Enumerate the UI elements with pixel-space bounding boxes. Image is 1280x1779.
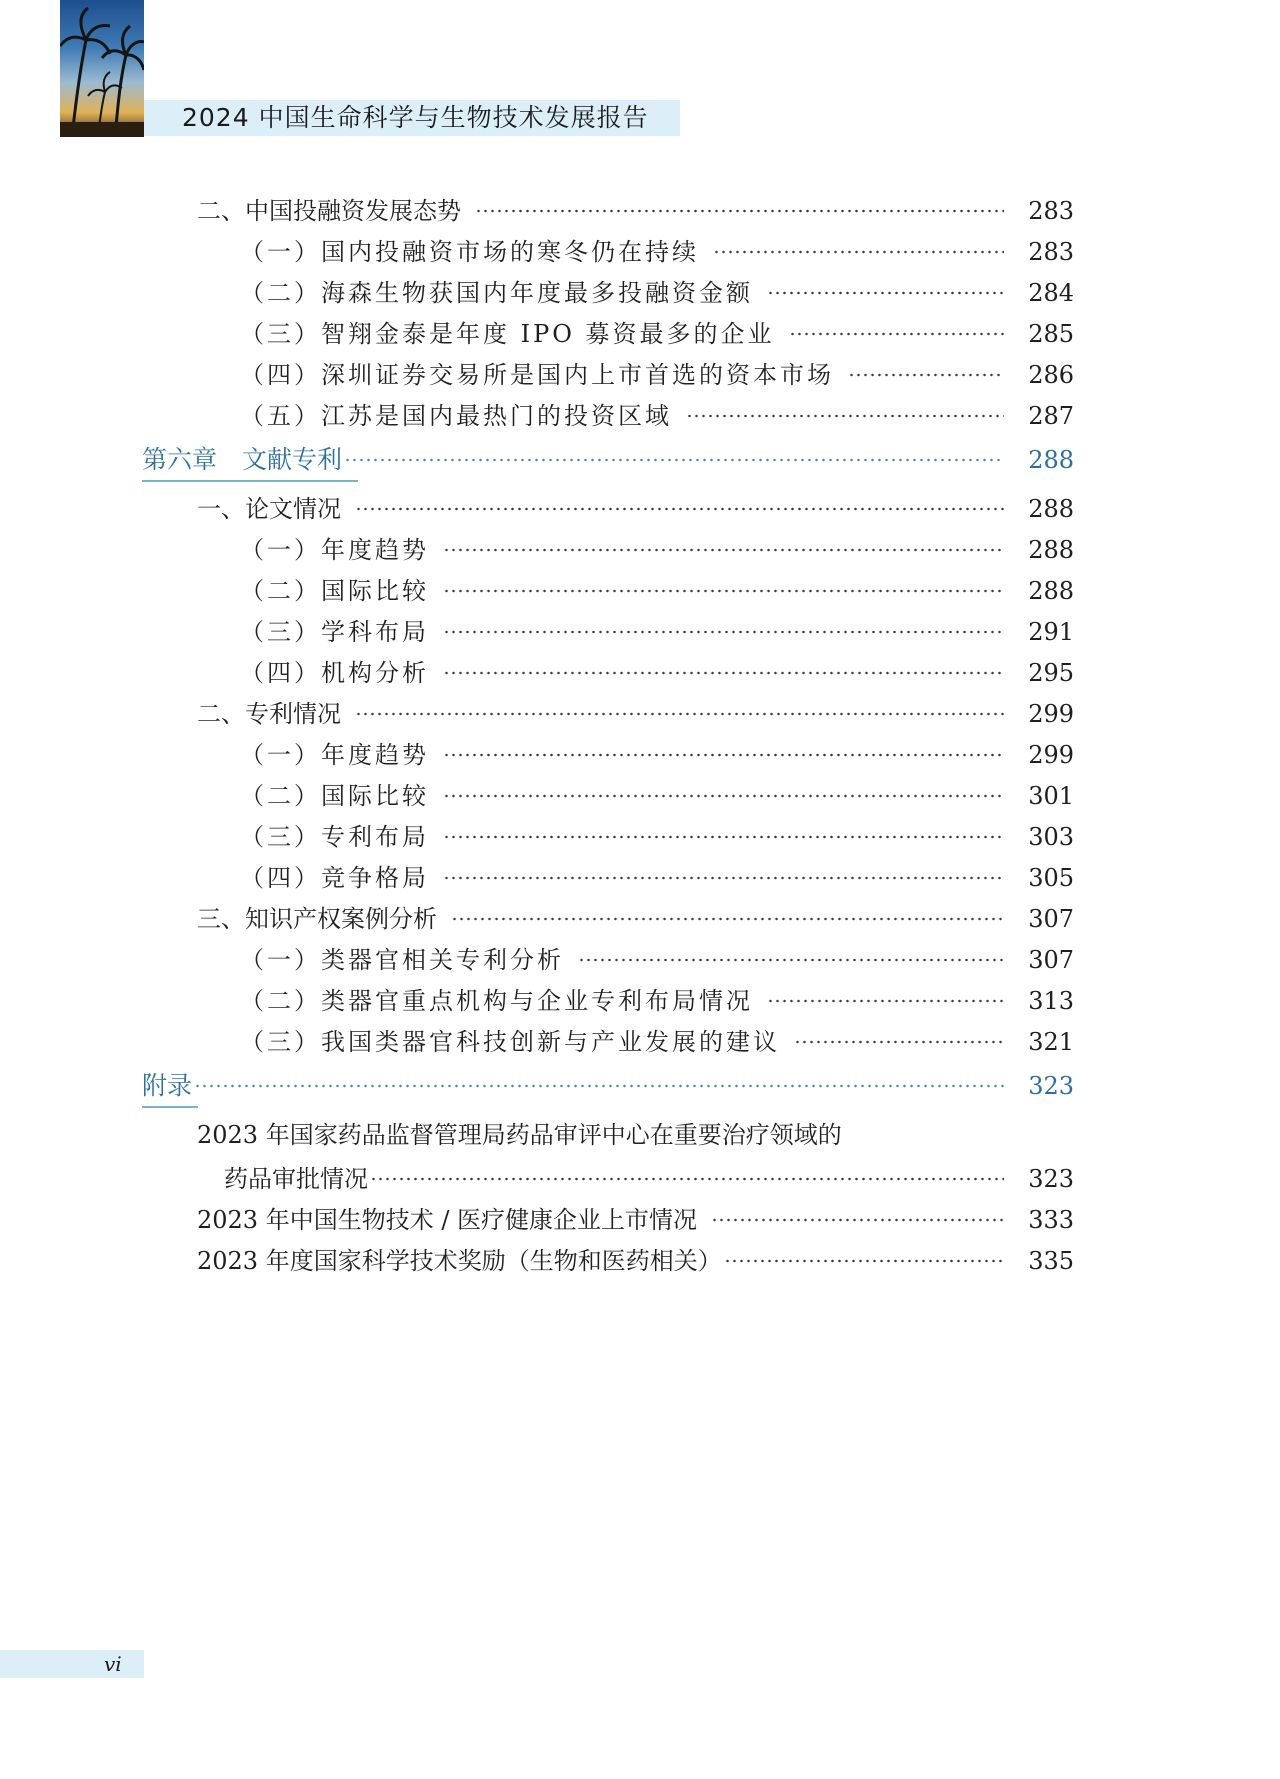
toc-subentry-page: 321 xyxy=(1028,1028,1074,1056)
appendix-item[interactable] xyxy=(197,1243,1074,1279)
toc-appendix[interactable] xyxy=(142,1068,1074,1104)
appendix-item-page: 323 xyxy=(1028,1165,1074,1193)
toc-subentry-page: 305 xyxy=(1028,864,1074,892)
toc-subentry-title: （四）竞争格局 xyxy=(240,864,429,892)
toc-entry-title: 三、知识产权案例分析 xyxy=(197,905,437,933)
toc-subentry[interactable] xyxy=(240,819,1074,855)
toc-subentry[interactable] xyxy=(240,573,1074,609)
toc-subentry[interactable] xyxy=(240,655,1074,691)
chapter-title: 第六章 文献专利 xyxy=(142,445,343,474)
appendix-item-title: 药品审批情况 xyxy=(224,1165,368,1193)
toc-subentry-page: 288 xyxy=(1028,536,1074,564)
toc-subentry-title: （四）机构分析 xyxy=(240,659,429,687)
toc-subentry[interactable] xyxy=(240,316,1074,352)
appendix-item-title: 2023 年度国家科学技术奖励（生物和医药相关） xyxy=(197,1247,722,1275)
leader-dots xyxy=(344,457,1004,463)
toc-entry[interactable] xyxy=(197,901,1074,937)
appendix-item[interactable] xyxy=(224,1161,1074,1197)
leader-dots xyxy=(767,290,1004,296)
toc-entry[interactable] xyxy=(197,696,1074,732)
footer-band xyxy=(0,1650,144,1678)
chapter-underline xyxy=(142,480,358,482)
appendix-item[interactable] xyxy=(197,1202,1074,1238)
leader-dots xyxy=(355,711,1004,717)
leader-dots xyxy=(443,793,1004,799)
toc-subentry[interactable] xyxy=(240,234,1074,270)
toc-subentry-title: （一）国内投融资市场的寒冬仍在持续 xyxy=(240,238,699,266)
leader-dots xyxy=(794,1039,1004,1045)
toc-subentry-title: （一）类器官相关专利分析 xyxy=(240,946,564,974)
appendix-item-page: 333 xyxy=(1028,1206,1074,1234)
toc-subentry-title: （三）我国类器官科技创新与产业发展的建议 xyxy=(240,1028,780,1056)
toc-subentry[interactable] xyxy=(240,860,1074,896)
toc-entry-title: 二、专利情况 xyxy=(197,700,341,728)
leader-dots xyxy=(443,547,1004,553)
toc-subentry-title: （一）年度趋势 xyxy=(240,741,429,769)
toc-subentry[interactable] xyxy=(240,275,1074,311)
leader-dots xyxy=(443,629,1004,635)
toc-subentry-title: （三）智翔金泰是年度 IPO 募资最多的企业 xyxy=(240,320,775,348)
leader-dots xyxy=(443,588,1004,594)
chapter-page: 288 xyxy=(1028,446,1074,474)
toc-subentry-title: （二）类器官重点机构与企业专利布局情况 xyxy=(240,987,753,1015)
toc-subentry-title: （一）年度趋势 xyxy=(240,536,429,564)
toc-entry-page: 288 xyxy=(1028,495,1074,523)
leader-dots xyxy=(724,1258,1004,1264)
toc-subentry-page: 288 xyxy=(1028,577,1074,605)
leader-dots xyxy=(686,413,1004,419)
leader-dots xyxy=(355,506,1004,512)
toc-entry[interactable] xyxy=(197,193,1074,229)
appendix-item-title: 2023 年中国生物技术 / 医疗健康企业上市情况 xyxy=(197,1206,698,1234)
toc-subentry-title: （三）学科布局 xyxy=(240,618,429,646)
toc-subentry-page: 299 xyxy=(1028,741,1074,769)
appendix-underline xyxy=(142,1106,198,1108)
leader-dots xyxy=(194,1083,1004,1089)
toc-subentry-page: 287 xyxy=(1028,402,1074,430)
toc-entry-title: 一、论文情况 xyxy=(197,495,341,523)
palm-trees-photo xyxy=(60,0,144,137)
leader-dots xyxy=(848,372,1004,378)
appendix-item-line1[interactable]: 2023 年国家药品监督管理局药品审评中心在重要治疗领域的 xyxy=(197,1121,842,1149)
page-number: vi xyxy=(104,1652,122,1676)
toc-entry-page: 283 xyxy=(1028,197,1074,225)
toc-subentry-page: 283 xyxy=(1028,238,1074,266)
toc-entry-page: 307 xyxy=(1028,905,1074,933)
leader-dots xyxy=(443,752,1004,758)
leader-dots xyxy=(370,1176,1004,1182)
toc-subentry[interactable] xyxy=(240,1024,1074,1060)
leader-dots xyxy=(443,670,1004,676)
leader-dots xyxy=(713,249,1004,255)
toc-subentry-title: （四）深圳证券交易所是国内上市首选的资本市场 xyxy=(240,361,834,389)
leader-dots xyxy=(711,1217,1004,1223)
appendix-title: 附录 xyxy=(142,1071,193,1100)
leader-dots xyxy=(767,998,1004,1004)
toc-subentry-page: 285 xyxy=(1028,320,1074,348)
toc-subentry-page: 307 xyxy=(1028,946,1074,974)
running-header-title: 2024 中国生命科学与生物技术发展报告 xyxy=(182,103,649,132)
toc-subentry[interactable] xyxy=(240,614,1074,650)
leader-dots xyxy=(789,331,1004,337)
leader-dots xyxy=(443,875,1004,881)
toc-subentry-page: 313 xyxy=(1028,987,1074,1015)
toc-subentry[interactable] xyxy=(240,737,1074,773)
toc-subentry[interactable] xyxy=(240,357,1074,393)
appendix-page: 323 xyxy=(1028,1072,1074,1100)
toc-subentry-page: 286 xyxy=(1028,361,1074,389)
toc-subentry-title: （二）国际比较 xyxy=(240,782,429,810)
appendix-item-page: 335 xyxy=(1028,1247,1074,1275)
palm-trees-icon xyxy=(60,0,144,137)
toc-subentry-page: 284 xyxy=(1028,279,1074,307)
toc-subentry-page: 303 xyxy=(1028,823,1074,851)
toc-entry-page: 299 xyxy=(1028,700,1074,728)
toc-entry-title: 二、中国投融资发展态势 xyxy=(197,197,461,225)
leader-dots xyxy=(475,208,1004,214)
toc-subentry[interactable] xyxy=(240,532,1074,568)
toc-subentry-page: 301 xyxy=(1028,782,1074,810)
toc-subentry-title: （二）海森生物获国内年度最多投融资金额 xyxy=(240,279,753,307)
toc-subentry-page: 295 xyxy=(1028,659,1074,687)
toc-subentry-title: （三）专利布局 xyxy=(240,823,429,851)
leader-dots xyxy=(451,916,1004,922)
toc-subentry-page: 291 xyxy=(1028,618,1074,646)
toc-subentry[interactable] xyxy=(240,398,1074,434)
leader-dots xyxy=(443,834,1004,840)
toc-subentry[interactable] xyxy=(240,942,1074,978)
toc-subentry[interactable] xyxy=(240,983,1074,1019)
toc-subentry-title: （五）江苏是国内最热门的投资区域 xyxy=(240,402,672,430)
leader-dots xyxy=(578,957,1004,963)
toc-entry[interactable] xyxy=(197,491,1074,527)
toc-subentry[interactable] xyxy=(240,778,1074,814)
toc-subentry-title: （二）国际比较 xyxy=(240,577,429,605)
toc-chapter-six[interactable] xyxy=(142,442,1074,478)
